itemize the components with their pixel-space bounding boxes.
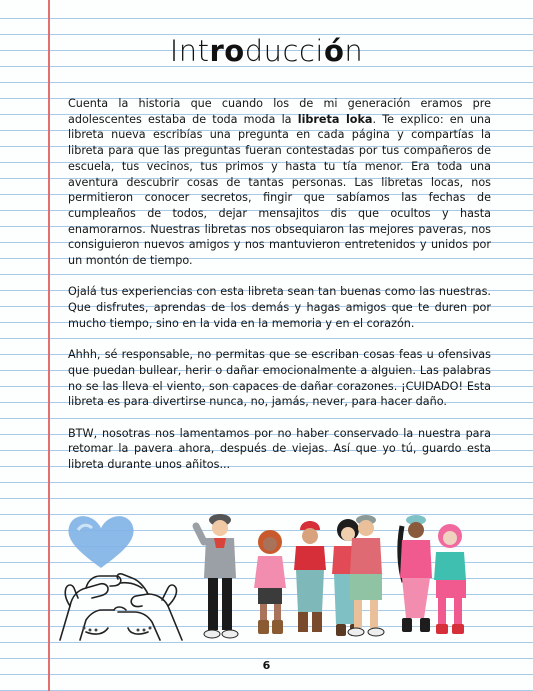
paragraph-3: Ahhh, sé responsable, no permitas que se escriban cosas feas u ofensivas que puedan bullear, herir o dañar emocionalmente a alguien. Las palabras no se las lleva el viento, son capaces de dañar corazones. ¡CUIDADO! Esta libreta es para divertirse nunca, no, jamás, never, para hacer daño. (68, 348, 491, 409)
friend-figure (196, 514, 238, 638)
pinky-promise-hands-illustration (56, 510, 186, 645)
paragraph-1 (68, 96, 491, 269)
paragraph-4: BTW, nosotras nos lamentamos por no haber conservado la nuestra para retomar la pavera ahora, después de viejas. Así que yo tú, guardo esta libreta durante unos añitos... (68, 426, 491, 472)
friend-figure (294, 521, 326, 632)
title-part-bold: ro (209, 34, 245, 68)
title-part: ducci (244, 34, 324, 68)
paragraph-2: Ojalá tus experiencias con esta libreta sean tan buenas como las nuestras. Que disfrutes, aprendas de los demás y hagas amigos que te duren por mucho tiempo, sino en la vida en la memoria y en el corazón. (68, 285, 491, 330)
title-part: Int (169, 34, 210, 68)
friend-figure (434, 524, 466, 634)
page-number: 6 (262, 659, 271, 672)
bold-phrase: libreta loka (297, 112, 373, 126)
friend-figure (254, 530, 286, 634)
page-title (0, 34, 533, 68)
friend-figure (400, 515, 432, 632)
heart-icon (68, 516, 133, 568)
group-of-friends-illustration (188, 508, 488, 653)
paragraph-text: . Te explico: en una libreta nueva escribías una pregunta en cada página y compartías la libreta para que las preguntas fueran contestadas por tus compañeros de escuela, tus vecinos, tus primos y hasta tu tía menor. Era toda una aventura descubrir cosas de tantas personas. Las libretas locas, nos permitieron conocer secretos, fingir que sabíamos las fechas de cumpleaños de todos, dejar mensajitos dis que ocultos y hasta enamorarnos. Nuestras libretas nos obsequiaron las mejores paveras, nos consiguieron nuevos amigos y nos mantuvieron entretenidos y unidos por un montón de tiempo. (68, 112, 491, 268)
paragraph-text: Cuenta la historia que cuando los de mi generación eramos pre adolescentes estaba de toda moda la (68, 97, 491, 126)
title-part-bold: ó (323, 34, 345, 68)
intro-body (68, 96, 491, 489)
title-part: n (344, 34, 364, 68)
margin-line (48, 0, 50, 691)
